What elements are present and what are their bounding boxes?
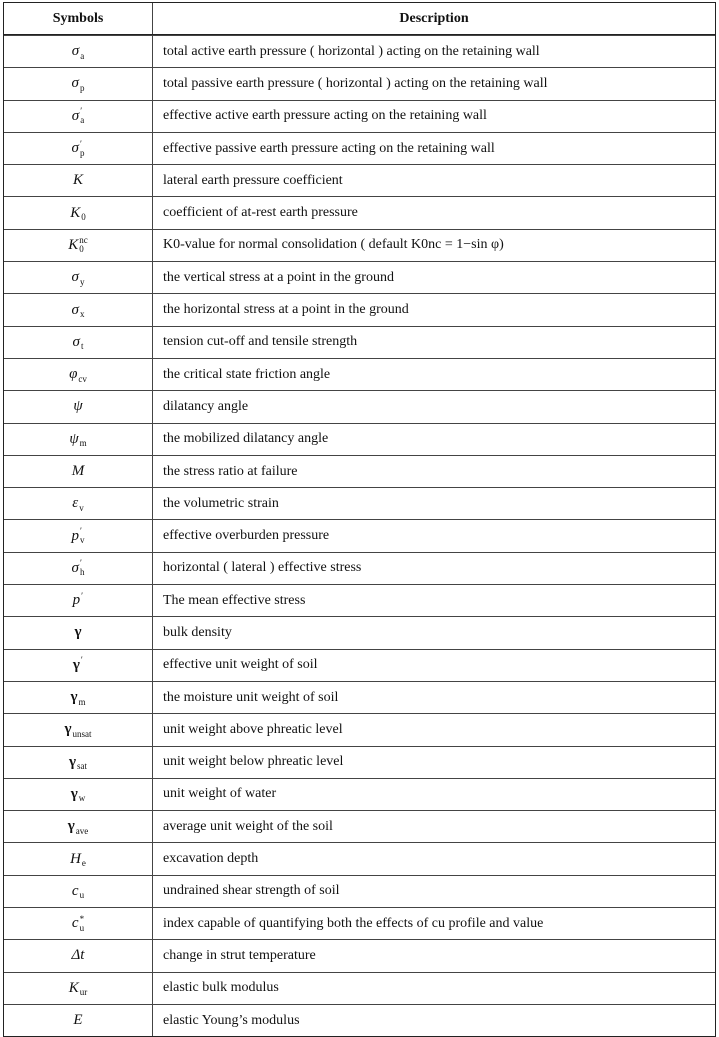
symbol-subscript: sat bbox=[77, 761, 88, 772]
symbol-superscript: nc bbox=[79, 235, 88, 246]
symbol-scripts bbox=[81, 333, 84, 351]
description-cell: the moisture unit weight of soil bbox=[163, 689, 339, 705]
symbol-scripts bbox=[80, 882, 85, 900]
symbol-subscript: h bbox=[79, 567, 85, 578]
symbol-scripts bbox=[79, 236, 88, 254]
table-row bbox=[4, 584, 715, 616]
symbol-cell bbox=[4, 747, 153, 778]
symbol-cell bbox=[4, 1005, 153, 1036]
symbol-base: σ bbox=[71, 269, 79, 286]
table-row bbox=[4, 972, 715, 1004]
symbol-subscript: u bbox=[79, 890, 85, 901]
description-cell: effective passive earth pressure acting on the retaining wall bbox=[163, 140, 495, 156]
description-cell: coefficient of at-rest earth pressure bbox=[163, 205, 358, 221]
table-body bbox=[4, 35, 715, 1036]
symbol-scripts bbox=[80, 301, 85, 319]
description-cell: K0-value for normal consolidation ( default K0nc = 1−sin φ) bbox=[163, 237, 504, 253]
symbol-subscript: a bbox=[80, 115, 85, 126]
symbol-subscript: a bbox=[80, 50, 85, 61]
symbol-subscript: 0 bbox=[79, 244, 84, 255]
symbol-cell bbox=[4, 456, 153, 487]
symbol-base: γ bbox=[67, 818, 75, 835]
symbol-cell bbox=[4, 973, 153, 1004]
symbol-base: γ bbox=[72, 656, 80, 673]
table-row bbox=[4, 939, 715, 971]
table-row bbox=[4, 390, 715, 422]
symbol-cell bbox=[4, 520, 153, 551]
symbol-cell bbox=[4, 197, 153, 228]
symbol-subscript: x bbox=[79, 309, 85, 320]
symbol-base: p bbox=[71, 527, 79, 544]
symbol-scripts bbox=[80, 43, 84, 61]
symbol-subscript: m bbox=[79, 438, 87, 449]
description-cell: total passive earth pressure ( horizontal ) acting on the retaining wall bbox=[163, 75, 548, 91]
description-cell: lateral earth pressure coefficient bbox=[163, 172, 343, 188]
symbol-subscript: t bbox=[80, 341, 84, 352]
symbol-cell bbox=[4, 714, 153, 745]
symbol-base: σ bbox=[71, 301, 79, 318]
symbol-scripts bbox=[80, 915, 85, 933]
description-cell: bulk density bbox=[163, 624, 232, 640]
symbol-cell bbox=[4, 294, 153, 325]
symbol-base: Δt bbox=[71, 947, 85, 964]
table-row bbox=[4, 713, 715, 745]
symbol-base: σ bbox=[72, 333, 80, 350]
symbol-subscript: e bbox=[81, 858, 86, 869]
symbol-cell bbox=[4, 940, 153, 971]
symbol-scripts bbox=[81, 656, 83, 674]
symbol-scripts bbox=[80, 269, 85, 287]
symbol-scripts bbox=[82, 850, 86, 868]
description-cell: the mobilized dilatancy angle bbox=[163, 431, 329, 447]
symbol-superscript: ′ bbox=[79, 558, 82, 569]
symbol-base: K bbox=[68, 979, 79, 996]
symbol-cell bbox=[4, 811, 153, 842]
table-row bbox=[4, 810, 715, 842]
description-cell: tension cut-off and tensile strength bbox=[163, 334, 358, 350]
description-cell: the horizontal stress at a point in the ground bbox=[163, 302, 409, 318]
symbol-subscript bbox=[81, 665, 83, 674]
symbol-scripts bbox=[80, 527, 85, 545]
symbol-subscript: v bbox=[80, 535, 85, 546]
symbol-cell bbox=[4, 650, 153, 681]
description-cell: excavation depth bbox=[163, 851, 259, 867]
symbol-scripts bbox=[80, 430, 87, 448]
symbol-cell bbox=[4, 682, 153, 713]
symbol-base: H bbox=[70, 850, 81, 867]
header-description: Description bbox=[399, 10, 469, 26]
symbol-cell bbox=[4, 68, 153, 99]
table-row bbox=[4, 552, 715, 584]
symbol-cell bbox=[4, 908, 153, 939]
description-cell: unit weight below phreatic level bbox=[163, 754, 344, 770]
table-row bbox=[4, 875, 715, 907]
description-cell: effective active earth pressure acting on the retaining wall bbox=[163, 108, 487, 124]
symbol-cell bbox=[4, 553, 153, 584]
symbol-superscript: ′ bbox=[80, 526, 82, 537]
symbol-base: E bbox=[73, 1012, 83, 1029]
description-cell: index capable of quantifying both the effects of cu profile and value bbox=[163, 915, 544, 931]
symbol-base: γ bbox=[68, 753, 77, 770]
symbol-base: ε bbox=[72, 495, 79, 512]
table-row bbox=[4, 326, 715, 358]
symbol-cell bbox=[4, 165, 153, 196]
symbol-subscript: cv bbox=[78, 373, 87, 384]
description-cell: The mean effective stress bbox=[163, 592, 306, 608]
table-row bbox=[4, 907, 715, 939]
symbol-superscript: ′ bbox=[80, 655, 83, 666]
symbol-subscript: p bbox=[79, 147, 85, 158]
description-cell: effective overburden pressure bbox=[163, 528, 330, 544]
description-cell: elastic Young’s modulus bbox=[163, 1012, 300, 1028]
symbol-subscript: w bbox=[78, 793, 86, 804]
symbol-scripts bbox=[80, 75, 85, 93]
symbol-superscript: * bbox=[79, 913, 85, 924]
symbol-cell bbox=[4, 585, 153, 616]
table-row bbox=[4, 487, 715, 519]
description-cell: the stress ratio at failure bbox=[163, 463, 298, 479]
description-cell: elastic bulk modulus bbox=[163, 980, 279, 996]
symbol-base: ψ bbox=[73, 398, 83, 415]
table-row bbox=[4, 132, 715, 164]
symbol-base: γ bbox=[70, 689, 78, 706]
symbol-base: σ bbox=[71, 75, 79, 92]
symbol-base: M bbox=[71, 463, 85, 479]
table-row bbox=[4, 261, 715, 293]
symbol-cell bbox=[4, 359, 153, 390]
table-row bbox=[4, 746, 715, 778]
symbol-base: K bbox=[70, 204, 81, 221]
symbol-subscript: m bbox=[78, 696, 86, 707]
symbol-base: φ bbox=[69, 366, 78, 383]
symbol-scripts bbox=[81, 592, 83, 610]
description-cell: horizontal ( lateral ) effective stress bbox=[163, 560, 362, 576]
symbol-subscript bbox=[81, 601, 83, 610]
table-row bbox=[4, 1004, 715, 1036]
table-row bbox=[4, 229, 715, 261]
symbol-base: ψ bbox=[69, 430, 79, 447]
symbol-base: γ bbox=[70, 785, 78, 802]
symbol-base: c bbox=[71, 882, 79, 899]
description-cell: dilatancy angle bbox=[163, 398, 249, 414]
symbol-superscript: ′ bbox=[79, 138, 82, 149]
table-row bbox=[4, 293, 715, 325]
symbol-cell bbox=[4, 133, 153, 164]
symbol-subscript: u bbox=[79, 922, 85, 933]
symbol-scripts bbox=[78, 366, 87, 384]
table-row bbox=[4, 423, 715, 455]
symbol-cell bbox=[4, 488, 153, 519]
symbol-superscript: ′ bbox=[80, 106, 83, 117]
symbols-table bbox=[3, 2, 716, 1037]
symbol-base: p bbox=[72, 592, 81, 609]
symbol-scripts bbox=[80, 559, 85, 577]
symbol-base: γ bbox=[64, 721, 72, 738]
symbol-cell bbox=[4, 617, 153, 648]
table-row bbox=[4, 196, 715, 228]
header-symbols: Symbols bbox=[4, 3, 153, 34]
table-row bbox=[4, 455, 715, 487]
description-cell: the critical state friction angle bbox=[163, 366, 331, 382]
table-row bbox=[4, 164, 715, 196]
symbol-scripts bbox=[80, 979, 88, 997]
symbol-scripts bbox=[79, 785, 86, 803]
description-cell: unit weight above phreatic level bbox=[163, 721, 343, 737]
description-cell: the volumetric strain bbox=[163, 495, 279, 511]
symbol-base: σ bbox=[71, 43, 80, 60]
symbol-base: σ bbox=[71, 107, 80, 124]
symbol-scripts bbox=[80, 107, 84, 125]
symbol-base: K bbox=[72, 172, 83, 189]
symbol-subscript: 0 bbox=[81, 212, 86, 223]
description-cell: undrained shear strength of soil bbox=[163, 883, 340, 899]
description-cell: average unit weight of the soil bbox=[163, 818, 333, 834]
table-row bbox=[4, 35, 715, 67]
symbol-superscript: ′ bbox=[81, 590, 84, 601]
symbol-cell bbox=[4, 424, 153, 455]
table-row bbox=[4, 681, 715, 713]
symbol-scripts bbox=[80, 140, 85, 158]
symbol-cell bbox=[4, 876, 153, 907]
description-cell: total active earth pressure ( horizontal ) acting on the retaining wall bbox=[163, 43, 540, 59]
symbol-cell bbox=[4, 391, 153, 422]
symbol-subscript: v bbox=[79, 502, 84, 513]
table-row bbox=[4, 67, 715, 99]
table-row bbox=[4, 649, 715, 681]
symbol-subscript: unsat bbox=[72, 728, 92, 739]
symbol-scripts bbox=[81, 204, 86, 222]
table-header-row bbox=[4, 3, 715, 35]
table-row bbox=[4, 100, 715, 132]
symbol-cell bbox=[4, 101, 153, 132]
table-row bbox=[4, 358, 715, 390]
symbol-scripts bbox=[79, 689, 86, 707]
symbol-cell bbox=[4, 36, 153, 67]
symbol-scripts bbox=[76, 818, 89, 836]
description-cell: the vertical stress at a point in the ground bbox=[163, 269, 394, 285]
symbol-cell bbox=[4, 843, 153, 874]
symbol-cell bbox=[4, 779, 153, 810]
symbol-scripts bbox=[79, 495, 84, 513]
symbol-scripts bbox=[77, 753, 87, 771]
symbol-subscript: ur bbox=[79, 987, 88, 998]
symbol-subscript: y bbox=[79, 276, 85, 287]
symbol-base: K bbox=[68, 236, 79, 253]
symbol-cell bbox=[4, 262, 153, 293]
table-row bbox=[4, 778, 715, 810]
symbol-subscript: p bbox=[79, 82, 85, 93]
symbol-base: σ bbox=[71, 140, 79, 157]
symbol-scripts bbox=[73, 721, 92, 739]
description-cell: effective unit weight of soil bbox=[163, 657, 318, 673]
table-row bbox=[4, 842, 715, 874]
symbol-cell bbox=[4, 230, 153, 261]
table-row bbox=[4, 519, 715, 551]
description-cell: unit weight of water bbox=[163, 786, 277, 802]
symbol-base: c bbox=[71, 915, 79, 932]
symbol-base: σ bbox=[71, 559, 79, 576]
symbol-cell bbox=[4, 327, 153, 358]
table-row bbox=[4, 616, 715, 648]
description-cell: change in strut temperature bbox=[163, 947, 316, 963]
symbol-subscript: ave bbox=[75, 825, 89, 836]
symbol-base: γ bbox=[74, 624, 82, 641]
